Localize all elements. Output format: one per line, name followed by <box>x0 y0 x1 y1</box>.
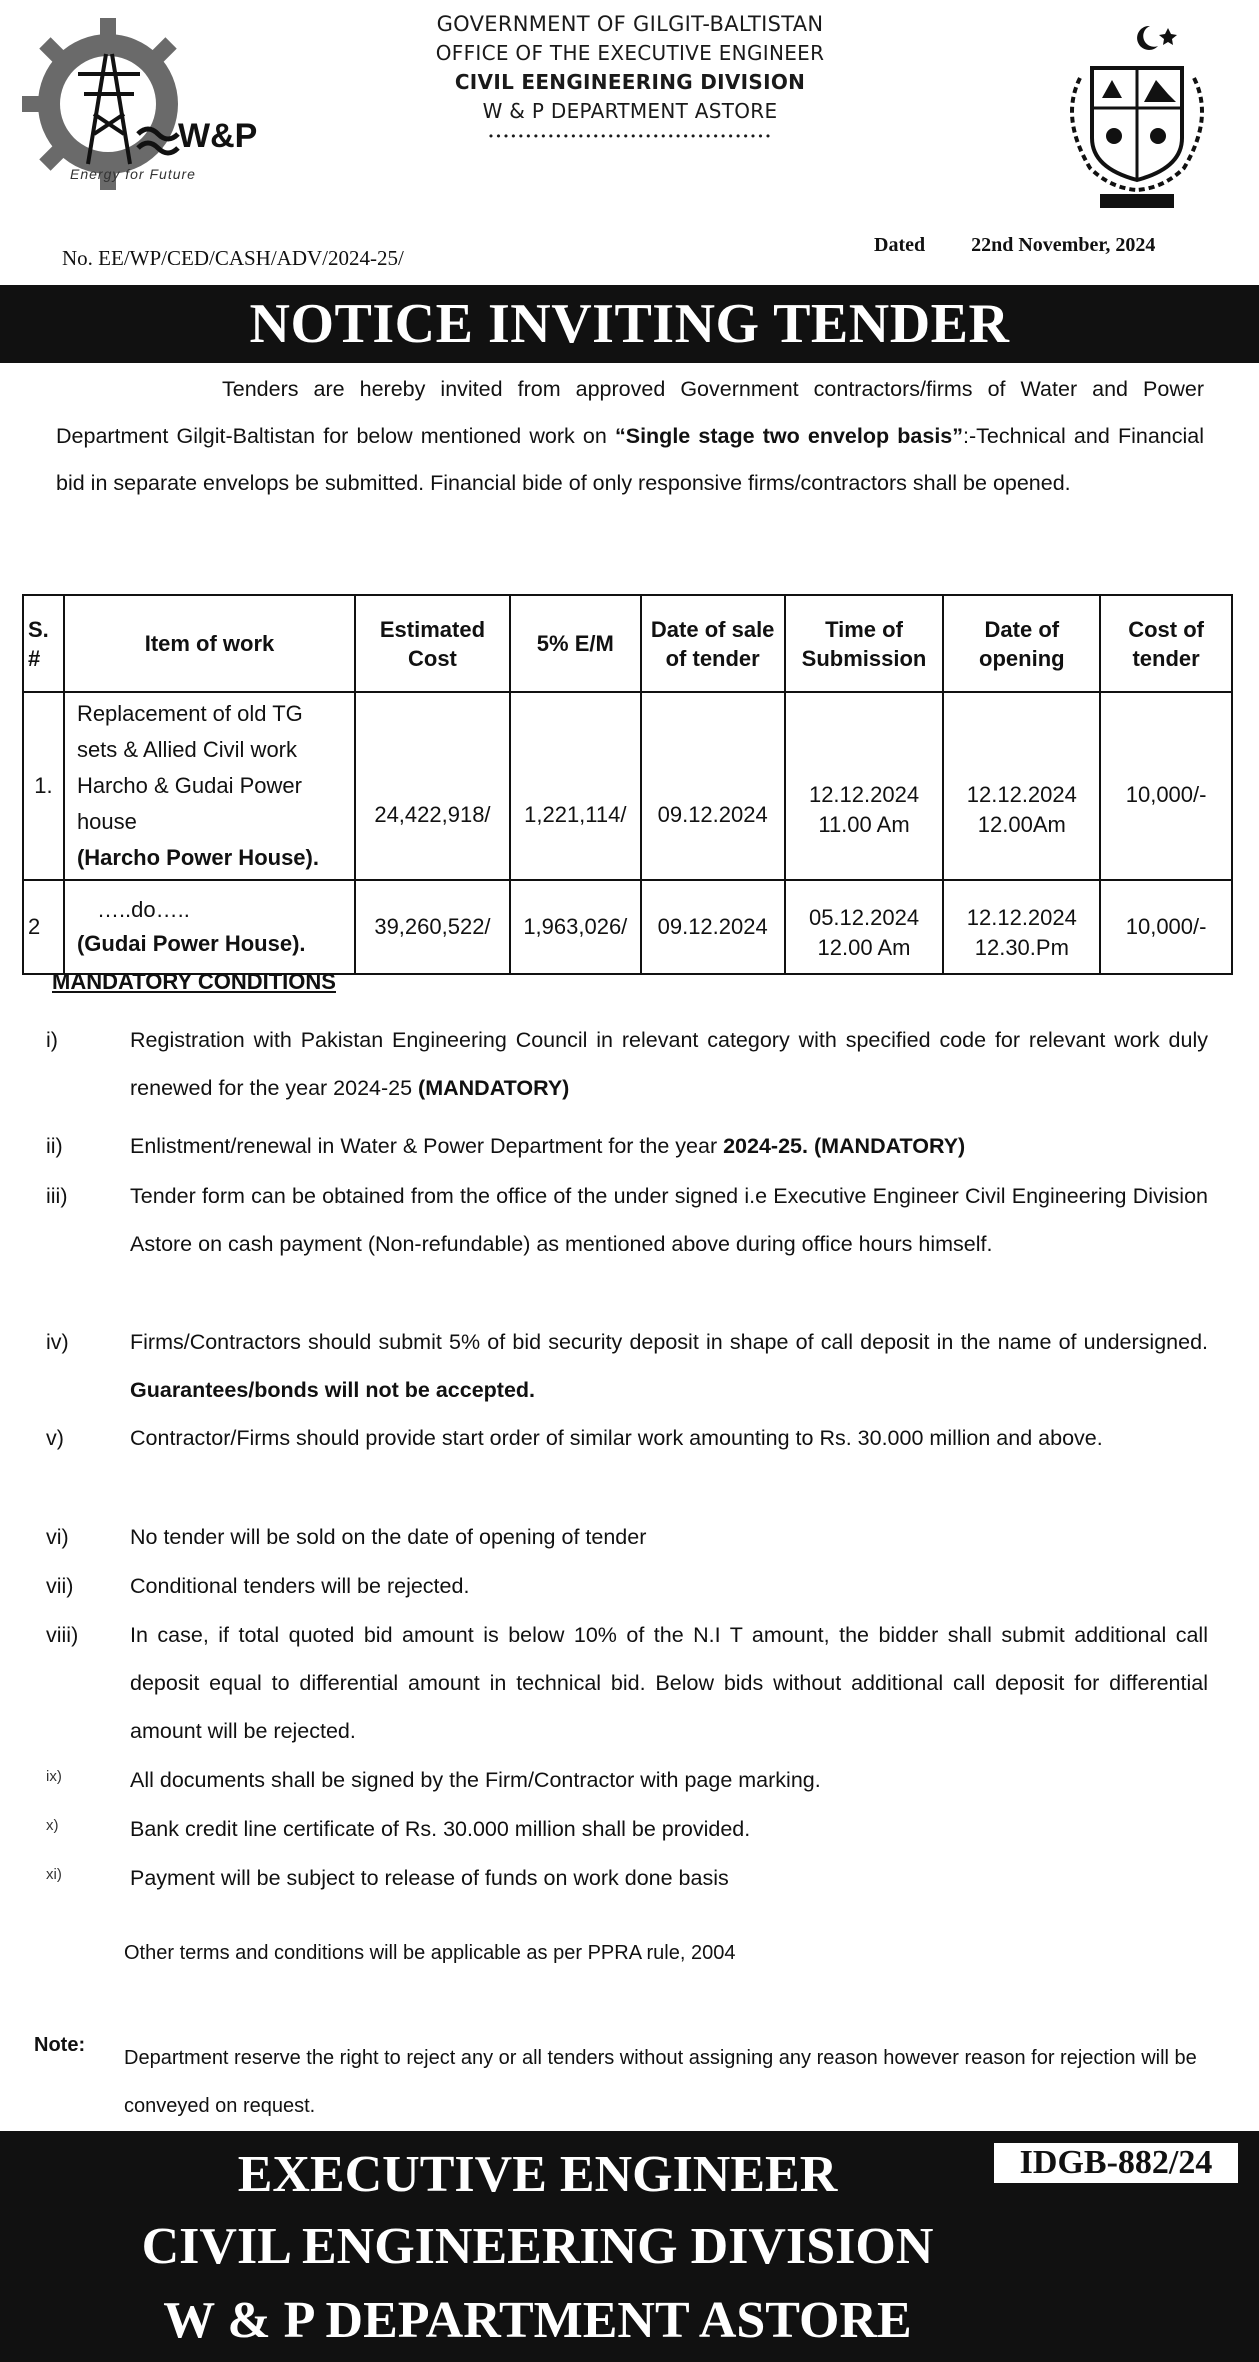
time-hour: 12.00 Am <box>817 934 911 960</box>
th-item: Item of work <box>64 595 355 692</box>
time-hour: 11.00 Am <box>818 811 910 837</box>
cell-time <box>785 692 944 880</box>
condition-number: vii) <box>46 1574 74 1598</box>
cell-cost: 39,260,522/ <box>355 880 510 974</box>
table-row <box>23 880 1232 974</box>
condition-text <box>130 1318 1208 1414</box>
condition-bold: 2024-25. (MANDATORY) <box>723 1134 966 1158</box>
condition-body: Conditional tenders will be rejected. <box>130 1574 470 1598</box>
condition-body: No tender will be sold on the date of opening of tender <box>130 1525 647 1549</box>
condition-number: i) <box>46 1028 58 1052</box>
condition-text <box>130 1854 1208 1902</box>
condition-number: x) <box>46 1817 59 1834</box>
header-stars: •••••••••••••••••••••••••••••••••••••• <box>487 130 773 143</box>
cell-sale: 09.12.2024 <box>641 692 785 880</box>
condition-number: iv) <box>46 1330 69 1354</box>
time-date: 12.12.2024 <box>808 781 920 807</box>
condition-number: viii) <box>46 1623 79 1647</box>
footer-line-1: EXECUTIVE ENGINEER <box>237 2146 838 2203</box>
open-date: 12.12.2024 <box>966 781 1077 807</box>
note-label: Note: <box>34 2034 86 2056</box>
intro-bold: “Single stage two envelop basis” <box>614 424 964 448</box>
condition-body: Payment will be subject to release of funds on work done basis <box>130 1866 729 1890</box>
cell-cost: 24,422,918/ <box>355 692 510 880</box>
dated-label: Dated <box>874 234 926 256</box>
th-cost: Estimated Cost <box>355 595 510 692</box>
condition-bold: (MANDATORY) <box>418 1076 570 1100</box>
intro-text-1: Tenders are hereby invited from approved Government contractors/firms of Water and Power Department Gilgit-Baltistan for below mentioned work on <box>56 377 1204 448</box>
reference-number: No. EE/WP/CED/CASH/ADV/2024-25/ <box>62 246 404 270</box>
condition-bold: Guarantees/bonds will not be accepted. <box>130 1378 536 1402</box>
logo-tagline: Energy for Future <box>70 166 196 182</box>
th-sale: Date of sale of tender <box>641 595 785 692</box>
condition-number: v) <box>46 1426 64 1450</box>
th-opening: Date of opening <box>943 595 1100 692</box>
cell-item <box>64 692 355 880</box>
open-hour: 12.00Am <box>977 811 1066 837</box>
footer-line-3: W & P DEPARTMENT ASTORE <box>163 2292 912 2349</box>
table-header-row <box>23 595 1232 692</box>
condition-text <box>130 1172 1208 1268</box>
cell-time <box>785 880 944 974</box>
condition-text <box>130 1611 1208 1755</box>
cell-sno: 2 <box>23 880 64 974</box>
item-line: Replacement of old TG <box>76 701 303 726</box>
condition-body: Bank credit line certificate of Rs. 30.000 million shall be provided. <box>130 1817 751 1841</box>
condition-body: Tender form can be obtained from the office of the under signed i.e Executive Engineer Civil Engineering Division Astore on cash payment (Non-refundable) as mentioned above during office hours himself. <box>130 1184 1208 1256</box>
cell-tender-cost: 10,000/- <box>1100 692 1232 880</box>
condition-text <box>130 1513 1208 1561</box>
condition-body: In case, if total quoted bid amount is below 10% of the N.I T amount, the bidder shall submit additional call deposit equal to differential amount in technical bid. Below bids without additional call deposit for differential amount will be rejected. <box>130 1623 1208 1743</box>
condition-body: Enlistment/renewal in Water & Power Department for the year <box>130 1134 724 1158</box>
open-date: 12.12.2024 <box>966 904 1077 930</box>
cell-em: 1,221,114/ <box>510 692 641 880</box>
cell-opening <box>943 880 1100 974</box>
condition-body: All documents shall be signed by the Firm/Contractor with page marking. <box>130 1768 821 1792</box>
cell-tender-cost: 10,000/- <box>1100 880 1232 974</box>
condition-number: ix) <box>46 1768 62 1785</box>
cell-opening <box>943 692 1100 880</box>
emblem-icon <box>1040 18 1230 218</box>
intro-text-2: :-Technical and Financial bid in separate envelops be submitted. Financial bide of only responsive firms/contractors shall be opened. <box>56 424 1204 495</box>
other-terms: Other terms and conditions will be applicable as per PPRA rule, 2004 <box>124 1942 736 1964</box>
condition-body: Registration with Pakistan Engineering Council in relevant category with specified code for relevant work duly renewed for the year 2024-25 <box>130 1028 1208 1100</box>
condition-text <box>130 1562 1208 1610</box>
wp-logo <box>18 14 258 194</box>
condition-text <box>130 1756 1208 1804</box>
logo-text: W&P <box>178 117 258 155</box>
header-line-4: W & P DEPARTMENT ASTORE <box>482 99 778 123</box>
condition-number: iii) <box>46 1184 68 1208</box>
cell-sale: 09.12.2024 <box>641 880 785 974</box>
open-hour: 12.30.Pm <box>974 934 1069 960</box>
condition-text <box>130 1016 1208 1112</box>
condition-number: ii) <box>46 1134 63 1158</box>
condition-number: vi) <box>46 1525 69 1549</box>
header-line-1: GOVERNMENT OF GILGIT-BALTISTAN <box>436 12 824 36</box>
time-date: 05.12.2024 <box>808 904 920 930</box>
item-bold-line: (Harcho Power House). <box>76 845 319 870</box>
dated-value: 22nd November, 2024 <box>971 234 1156 256</box>
header-line-3: CIVIL EENGINEERING DIVISION <box>454 70 806 94</box>
tender-table <box>22 594 1233 975</box>
notice-title: NOTICE INVITING TENDER <box>0 285 1259 363</box>
cell-sno: 1. <box>23 692 64 880</box>
condition-body: Firms/Contractors should submit 5% of bid security deposit in shape of call deposit in the name of undersigned. <box>130 1330 1208 1354</box>
item-bold-line: (Gudai Power House). <box>76 931 306 956</box>
office-header <box>300 10 960 151</box>
table-row <box>23 692 1232 880</box>
header-line-2: OFFICE OF THE EXECUTIVE ENGINEER <box>435 41 825 65</box>
dated-line <box>874 234 1155 257</box>
note-text: Department reserve the right to reject any or all tenders without assigning any reason however reason for rejection will be conveyed on request. <box>124 2047 1197 2117</box>
th-em: 5% E/M <box>510 595 641 692</box>
cell-item <box>64 880 355 974</box>
th-time: Time of Submission <box>785 595 944 692</box>
footer-line-2: CIVIL ENGINEERING DIVISION <box>141 2218 934 2275</box>
item-line: sets & Allied Civil work <box>76 737 298 762</box>
item-line: Harcho & Gudai Power <box>76 773 302 798</box>
th-sno: S. # <box>23 595 64 692</box>
th-tender-cost: Cost of tender <box>1100 595 1232 692</box>
gb-emblem <box>1040 18 1230 218</box>
intro-paragraph <box>56 366 1204 507</box>
advert-id-badge: IDGB-882/24 <box>991 2140 1241 2186</box>
cell-em: 1,963,026/ <box>510 880 641 974</box>
condition-text <box>130 1414 1208 1462</box>
item-line: house <box>76 809 137 834</box>
condition-text <box>130 1805 1208 1853</box>
condition-number: xi) <box>46 1866 62 1883</box>
item-line: …..do….. <box>96 897 190 922</box>
condition-body: Contractor/Firms should provide start order of similar work amounting to Rs. 30.000 million and above. <box>130 1426 1103 1450</box>
condition-text <box>130 1122 1208 1170</box>
conditions-title: MANDATORY CONDITIONS <box>52 969 336 994</box>
